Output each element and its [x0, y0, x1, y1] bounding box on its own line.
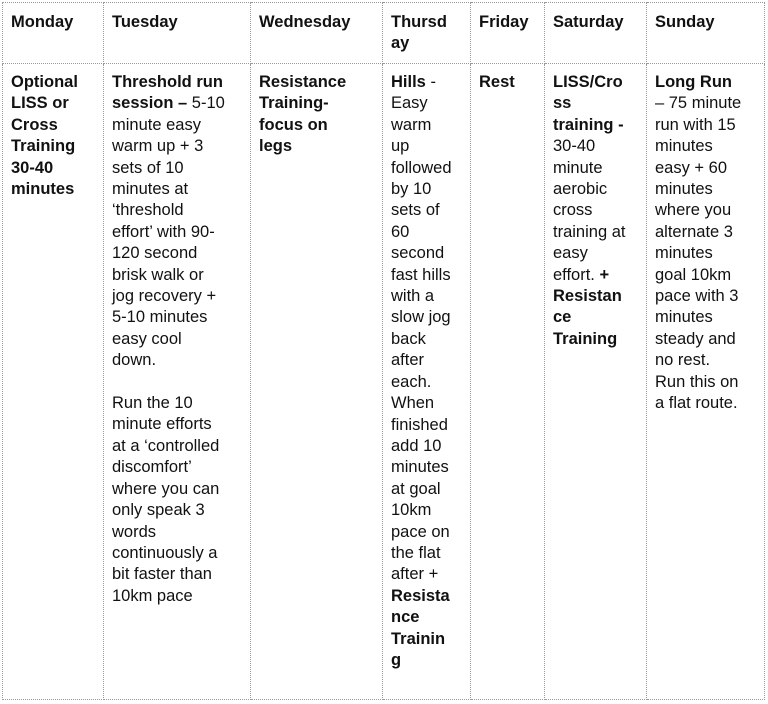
- header-label: ay: [391, 34, 410, 53]
- text: minutes: [655, 308, 713, 327]
- text: minutes: [655, 180, 713, 199]
- text: minutes: [391, 458, 449, 477]
- cell-text-line: [391, 200, 464, 221]
- text: bit faster than: [112, 565, 212, 584]
- text: steady and: [655, 329, 736, 348]
- cell-text-line: [391, 522, 464, 543]
- cell-text-line: [655, 179, 758, 200]
- cell-text-line: [391, 179, 464, 200]
- cell-text-line: [655, 115, 758, 136]
- bold-text: Threshold run: [112, 73, 223, 91]
- text: pace on: [391, 522, 450, 541]
- text: at goal: [391, 479, 441, 498]
- text: easy + 60: [655, 158, 728, 177]
- text: effort’ with 90-: [112, 222, 215, 241]
- text: at a ‘controlled: [112, 436, 220, 455]
- bold-text: 30-40: [11, 158, 54, 177]
- header-label: Sunday: [655, 13, 715, 31]
- cell-text-line: [391, 543, 464, 564]
- text: ‘threshold: [112, 201, 184, 220]
- text: where you: [655, 201, 732, 220]
- cell-text-line: [112, 522, 244, 543]
- cell-text-line: [655, 243, 758, 264]
- cell-text-line: [112, 586, 244, 607]
- cell-text-line: [391, 500, 464, 521]
- cell-text-line: [553, 136, 640, 157]
- cell-text-line: [479, 72, 538, 93]
- cell-text-line: [655, 393, 758, 414]
- cell-text-line: [391, 136, 464, 157]
- cell-text-line: [391, 350, 464, 371]
- text: only speak 3: [112, 501, 205, 520]
- cell-text-line: [11, 115, 97, 136]
- cell-thursday: [383, 64, 471, 700]
- text: pace with 3: [655, 287, 739, 306]
- bold-text: Training-: [259, 94, 329, 113]
- bold-text: Hills: [391, 73, 431, 91]
- header-label: Monday: [11, 13, 74, 31]
- text: aerobic: [553, 180, 608, 199]
- bold-text: Training: [11, 137, 76, 156]
- cell-text-line: [11, 93, 97, 114]
- cell-text-line: [391, 372, 464, 393]
- cell-text-line: [391, 286, 464, 307]
- header-thursday: [383, 3, 471, 64]
- bold-text: minutes: [11, 180, 75, 199]
- cell-text-line: [391, 564, 464, 585]
- cell-text-line: [553, 93, 640, 114]
- text: -: [430, 73, 436, 91]
- cell-text-line: [391, 629, 464, 650]
- cell-text-line: [112, 93, 244, 114]
- cell-text-line: [112, 286, 244, 307]
- text: effort.: [553, 265, 600, 284]
- text: Run this on: [655, 372, 739, 391]
- text: after +: [391, 565, 439, 584]
- text: 5-10 minutes: [112, 308, 208, 327]
- cell-text-line: [655, 200, 758, 221]
- cell-text-line: [112, 479, 244, 500]
- cell-text-line: [655, 93, 758, 114]
- text: sets of 10: [112, 158, 184, 177]
- cell-text-line: [112, 243, 244, 264]
- header-label: Saturday: [553, 13, 624, 31]
- cell-text-line: [112, 265, 244, 286]
- cell-text-line: [259, 115, 376, 136]
- header-label: Tuesday: [112, 13, 178, 31]
- cell-text-line: [112, 393, 244, 414]
- cell-text-line: [391, 158, 464, 179]
- cell-sunday: [647, 64, 765, 700]
- bold-text: +: [599, 265, 610, 284]
- text: back: [391, 329, 426, 348]
- text: each.: [391, 372, 432, 391]
- text: down.: [112, 351, 157, 370]
- bold-text: Resistan: [553, 287, 622, 306]
- cell-text-line: [553, 115, 640, 136]
- text: words: [112, 522, 157, 541]
- bold-text: LISS or: [11, 94, 69, 113]
- cell-text-line: [655, 158, 758, 179]
- text: the flat: [391, 543, 441, 562]
- cell-text-line: [11, 179, 97, 200]
- text: sets of: [391, 201, 440, 220]
- cell-text-line: [655, 307, 758, 328]
- cell-saturday: [545, 64, 647, 700]
- text: brisk walk or: [112, 265, 204, 284]
- bold-text: Resista: [391, 586, 450, 605]
- cell-text-line: [11, 158, 97, 179]
- bold-text: ce: [553, 308, 572, 327]
- text: warm up + 3: [112, 137, 204, 156]
- cell-text-line: [112, 436, 244, 457]
- cell-text-line: [112, 543, 244, 564]
- cell-monday: [3, 64, 104, 700]
- text: Run the 10: [112, 394, 193, 413]
- cell-text-line: [655, 372, 758, 393]
- text: 60: [391, 222, 410, 241]
- cell-text-line: [112, 457, 244, 478]
- cell-text-line: [112, 136, 244, 157]
- cell-text-line: [391, 650, 464, 671]
- cell-text-line: [391, 115, 464, 136]
- cell-text-line: [655, 72, 758, 93]
- cell-text-line: [553, 222, 640, 243]
- text: by 10: [391, 180, 432, 199]
- cell-text-line: [112, 414, 244, 435]
- text: with a: [391, 287, 435, 306]
- cell-text-line: [553, 200, 640, 221]
- cell-text-line: [112, 72, 244, 93]
- cell-text-line: [655, 329, 758, 350]
- cell-text-line: [112, 307, 244, 328]
- cell-text-line: [391, 265, 464, 286]
- text: 10km: [391, 501, 432, 520]
- cell-text-line: [391, 457, 464, 478]
- header-label: Wednesday: [259, 13, 351, 31]
- text: easy cool: [112, 329, 182, 348]
- text: Easy: [391, 94, 428, 113]
- schedule-row: [3, 64, 765, 700]
- text: where you can: [112, 479, 220, 498]
- bold-text: Training: [553, 329, 618, 348]
- cell-text-line: [391, 415, 464, 436]
- cell-text-line: [391, 93, 464, 114]
- text: up: [391, 137, 410, 156]
- bold-text: Long Run: [655, 73, 732, 91]
- cell-text-line: [391, 222, 464, 243]
- header-saturday: [545, 3, 647, 64]
- text: – 75 minute: [655, 94, 742, 113]
- cell-tuesday: [104, 64, 251, 700]
- text: 30-40: [553, 137, 596, 156]
- bold-text: ss: [553, 94, 572, 113]
- cell-wednesday: [251, 64, 383, 700]
- bold-text: training -: [553, 115, 624, 134]
- cell-text-line: [553, 72, 640, 93]
- cell-text-line: [259, 93, 376, 114]
- cell-text-line: [11, 136, 97, 157]
- bold-text: Rest: [479, 73, 515, 91]
- text: minutes at: [112, 180, 189, 199]
- cell-text-line: [112, 329, 244, 350]
- text: 120 second: [112, 244, 198, 263]
- cell-text-line: [553, 265, 640, 286]
- bold-text: LISS/Cro: [553, 73, 623, 91]
- cell-text-line: [112, 115, 244, 136]
- cell-text-line: [553, 307, 640, 328]
- header-label: Friday: [479, 13, 529, 31]
- text: discomfort’: [112, 458, 192, 477]
- cell-text-line: [655, 286, 758, 307]
- cell-text-line: [553, 329, 640, 350]
- bold-text: Resistance: [259, 73, 347, 91]
- cell-text-line: [391, 243, 464, 264]
- bold-text: legs: [259, 137, 293, 156]
- text: minutes: [655, 137, 713, 156]
- header-sunday: [647, 3, 765, 64]
- cell-text-line: [655, 350, 758, 371]
- weekly-training-plan-table: [2, 2, 765, 700]
- bold-text: Cross: [11, 115, 58, 134]
- text: training at: [553, 222, 626, 241]
- cell-text-line: [391, 329, 464, 350]
- cell-text-line: [391, 393, 464, 414]
- cell-text-line: [259, 136, 376, 157]
- text: 5-10: [191, 94, 225, 113]
- header-wednesday: [251, 3, 383, 64]
- bold-text: g: [391, 650, 402, 669]
- text: followed: [391, 158, 452, 177]
- cell-text-line: [655, 265, 758, 286]
- cell-text-line: [259, 72, 376, 93]
- cell-text-line: [112, 350, 244, 371]
- text: minute easy: [112, 115, 201, 134]
- text: second: [391, 244, 445, 263]
- cell-text-line: [553, 179, 640, 200]
- cell-text-line: [655, 136, 758, 157]
- cell-text-line: [112, 158, 244, 179]
- text: after: [391, 351, 425, 370]
- header-row: [3, 3, 765, 64]
- text: When: [391, 394, 435, 413]
- text: 10km pace: [112, 586, 193, 605]
- text: easy: [553, 244, 588, 263]
- cell-text-line: [391, 607, 464, 628]
- text: cross: [553, 201, 593, 220]
- cell-text-line: [655, 222, 758, 243]
- text: no rest.: [655, 351, 711, 370]
- cell-text-line: [553, 286, 640, 307]
- text: fast hills: [391, 265, 451, 284]
- header-friday: [471, 3, 545, 64]
- cell-text-line: [112, 500, 244, 521]
- cell-text-line: [391, 586, 464, 607]
- cell-text-line: [112, 179, 244, 200]
- header-tuesday: [104, 3, 251, 64]
- text: a flat route.: [655, 394, 738, 413]
- cell-text-line: [112, 200, 244, 221]
- bold-text: Trainin: [391, 629, 446, 648]
- text: alternate 3: [655, 222, 733, 241]
- text: warm: [391, 115, 432, 134]
- text: run with 15: [655, 115, 736, 134]
- cell-text-line: [553, 158, 640, 179]
- text: add 10: [391, 436, 442, 455]
- bold-text: session –: [112, 94, 192, 113]
- bold-text: focus on: [259, 115, 328, 134]
- text: jog recovery +: [112, 287, 217, 306]
- cell-text-line: [11, 72, 97, 93]
- text: minute efforts: [112, 415, 212, 434]
- cell-text-line: [553, 243, 640, 264]
- cell-text-line: [112, 222, 244, 243]
- cell-text-line: [391, 479, 464, 500]
- cell-text-line: [391, 436, 464, 457]
- cell-text-line: [112, 564, 244, 585]
- text: continuously a: [112, 543, 218, 562]
- text: minute: [553, 158, 603, 177]
- cell-text-line: [391, 72, 464, 93]
- cell-text-line: [391, 307, 464, 328]
- text: minutes: [655, 244, 713, 263]
- header-label: Thursd: [391, 13, 447, 31]
- text: slow jog: [391, 308, 451, 327]
- header-monday: [3, 3, 104, 64]
- text: goal 10km: [655, 265, 732, 284]
- paragraph-gap: [112, 372, 244, 393]
- text: finished: [391, 415, 448, 434]
- cell-friday: [471, 64, 545, 700]
- bold-text: Optional: [11, 73, 78, 91]
- bold-text: nce: [391, 608, 420, 627]
